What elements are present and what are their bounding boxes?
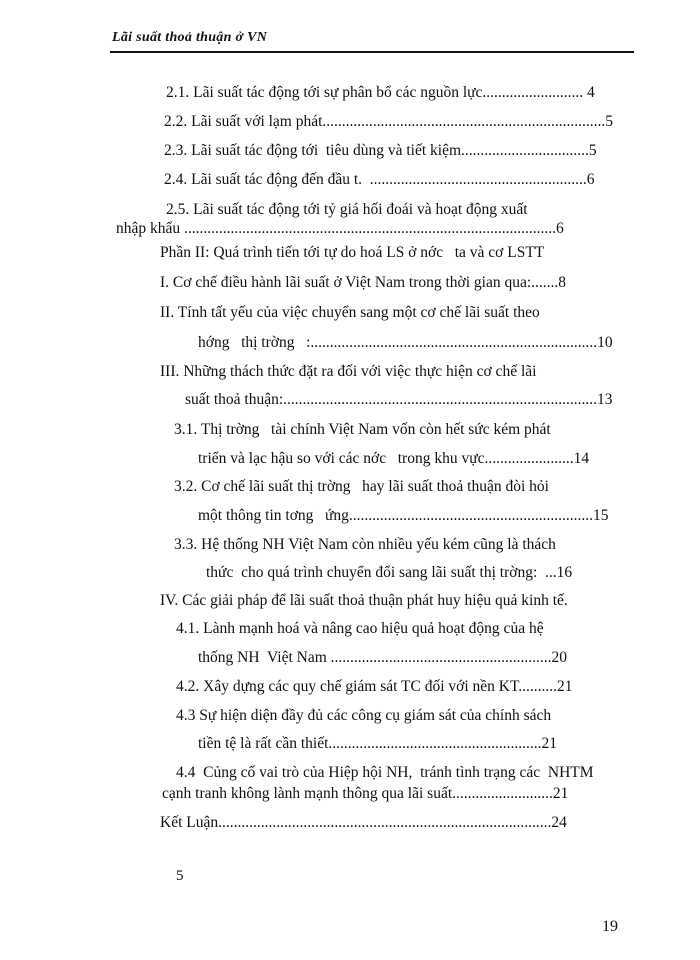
toc-line: 4.3 Sự hiện diện đầy đủ các công cụ giám sát của chính sách: [176, 707, 552, 724]
toc-line: 3.3. Hệ thống NH Việt Nam còn nhiều yếu kém cũng là thách: [174, 536, 556, 553]
toc-line: thức cho quá trình chuyển đổi sang lãi suất thị trờng: ...16: [206, 564, 573, 581]
toc-line: 2.1. Lãi suất tác động tới sự phân bổ các nguồn lực.......................... 4: [166, 84, 595, 101]
toc-line: I. Cơ chế điều hành lãi suất ở Việt Nam trong thời gian qua:.......8: [160, 274, 567, 291]
toc-line: 2.5. Lãi suất tác động tới tỷ giá hối đoái và hoạt động xuất: [166, 201, 528, 218]
toc-line: 3.2. Cơ chế lãi suất thị trờng hay lãi suất thoả thuận đòi hỏi: [174, 478, 549, 495]
toc-line: II. Tính tất yếu của việc chuyển sang một cơ chế lãi suất theo: [160, 304, 540, 321]
toc-line: hớng thị trờng :..........................................................................10: [198, 334, 613, 351]
toc-line: Phần II: Quá trình tiến tới tự do hoá LS ở nớc ta và cơ LSTT: [160, 244, 545, 261]
running-header: Lãi suất thoả thuận ở VN: [112, 30, 268, 45]
toc-line: thống NH Việt Nam .........................................................20: [198, 649, 568, 666]
toc-line: tiền tệ là rất cần thiết.......................................................21: [198, 735, 558, 752]
toc-line: 3.1. Thị trờng tài chính Việt Nam vốn còn hết sức kém phát: [174, 421, 551, 438]
toc-line: cạnh tranh không lành mạnh thông qua lãi suất..........................21: [162, 785, 569, 802]
toc-line: 4.1. Lành mạnh hoá và nâng cao hiệu quả hoạt động của hệ: [176, 620, 544, 637]
toc-line: triển và lạc hậu so với các nớc trong khu vực.......................14: [198, 450, 590, 467]
toc-line: 2.4. Lãi suất tác động đến đầu t. ........................................................6: [164, 171, 595, 188]
toc-line: nhập khẩu ................................................................................................6: [116, 220, 564, 237]
toc-line: IV. Các giải pháp để lãi suất thoả thuận phát huy hiệu quả kinh tế.: [160, 592, 568, 609]
header-rule: [110, 51, 634, 53]
toc-line: III. Những thách thức đặt ra đối với việc thực hiện cơ chế lãi: [160, 363, 537, 380]
toc-line: 4.2. Xây dựng các quy chế giám sát TC đối với nền KT..........21: [176, 678, 573, 695]
toc-line: suất thoả thuận:.................................................................................13: [185, 391, 613, 408]
page-mark: 5: [176, 868, 184, 884]
toc-line: một thông tin tơng ứng...............................................................15: [198, 507, 609, 524]
toc-line: 2.3. Lãi suất tác động tới tiêu dùng và tiết kiệm.................................5: [164, 142, 597, 159]
toc-line: 4.4 Củng cố vai trò của Hiệp hội NH, tránh tình trạng các NHTM: [176, 764, 594, 781]
page-number: 19: [602, 918, 618, 935]
toc-line: Kết Luận......................................................................................24: [160, 814, 567, 831]
toc-line: 2.2. Lãi suất với lạm phát.........................................................................5: [164, 113, 614, 130]
